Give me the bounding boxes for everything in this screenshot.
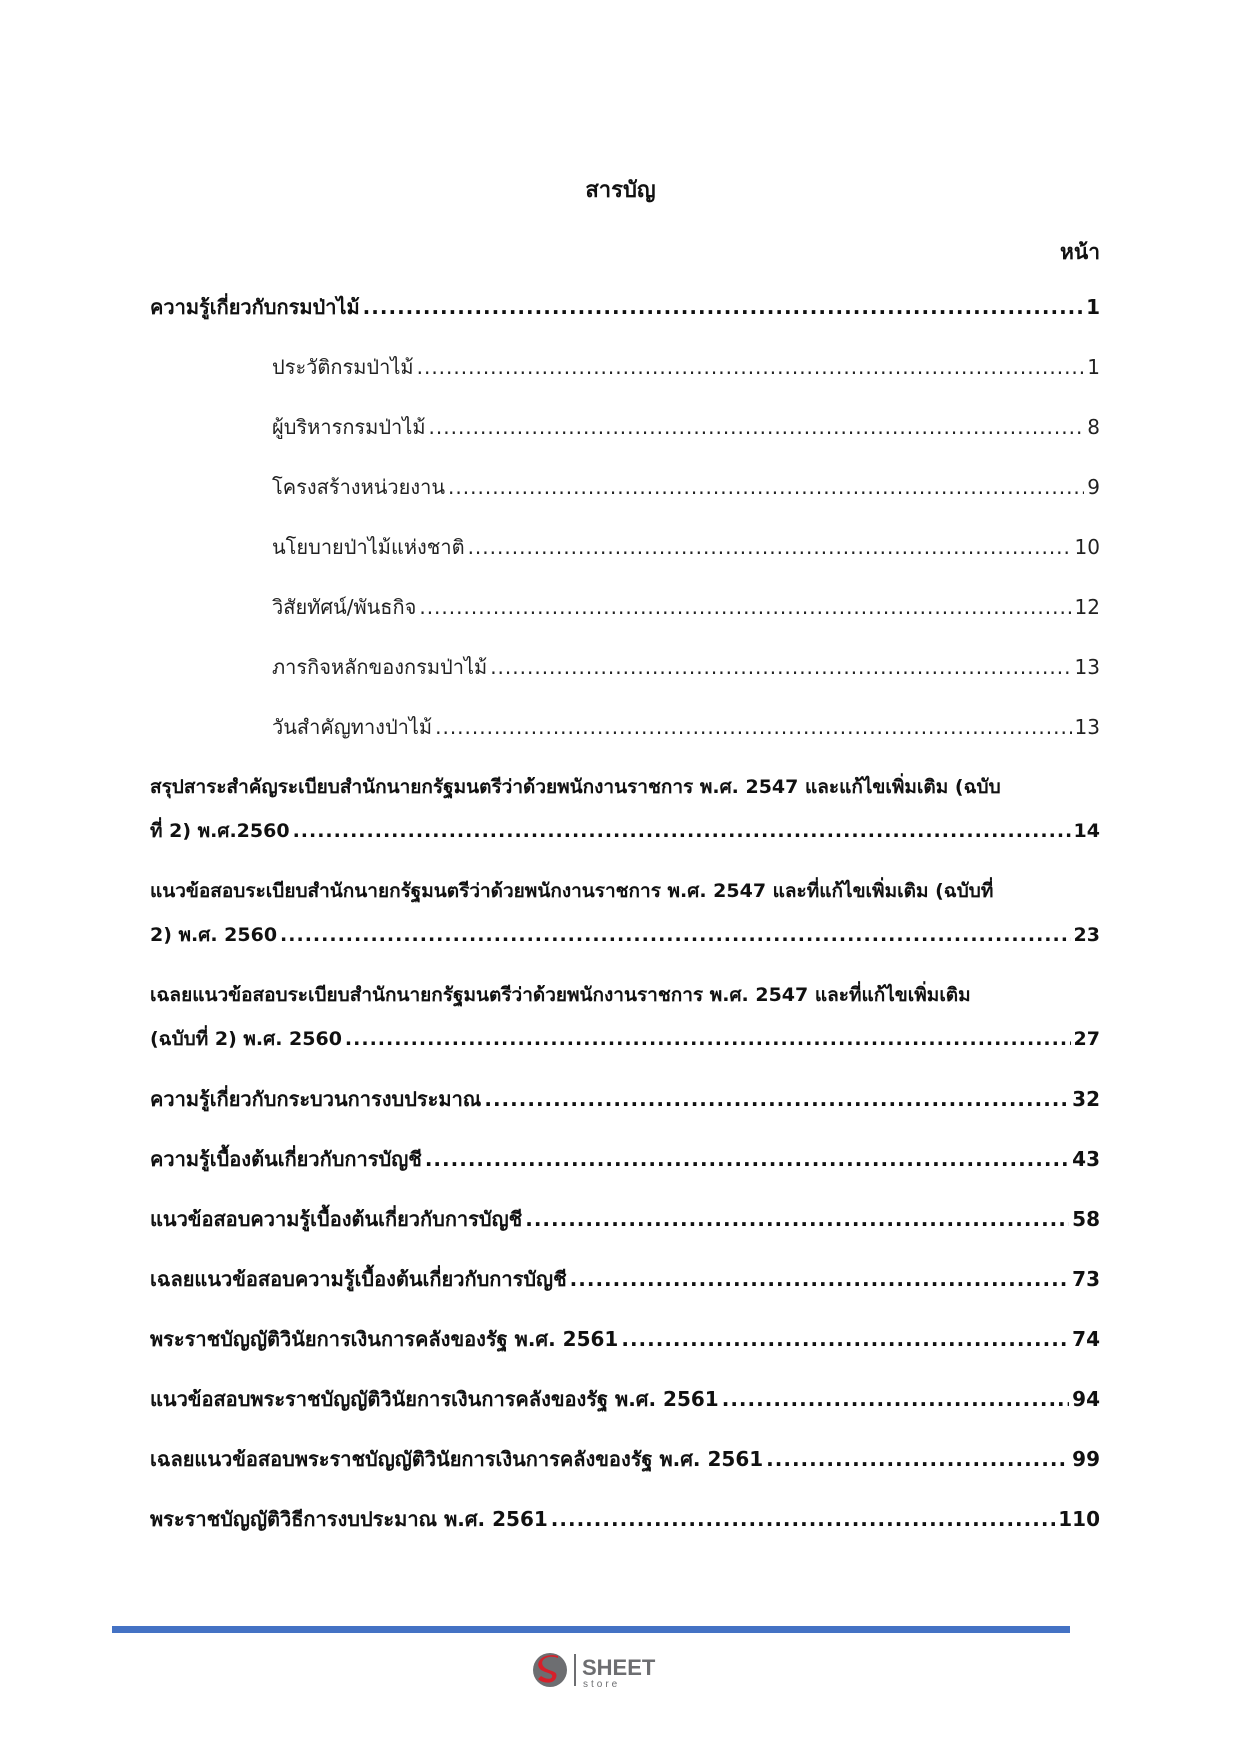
toc-entry-page: 99 [1072,1447,1100,1471]
leader-dots [345,1026,1071,1052]
toc-entry-text: โครงสร้างหน่วยงาน [272,475,446,499]
toc-entry[interactable] [150,1506,1100,1532]
leader-dots [722,1386,1069,1412]
toc-entry-page: 1 [1086,295,1100,319]
leader-dots [525,1206,1069,1232]
page-column-label: หน้า [1060,240,1100,264]
toc-entry-text: แนวข้อสอบความรู้เบื้องต้นเกี่ยวกับการบัญชี [150,1207,523,1231]
toc-entry[interactable] [150,878,1100,948]
leader-dots [435,714,1071,740]
toc-subentry[interactable] [150,354,1100,380]
toc-entry-text: วิสัยทัศน์/พันธกิจ [272,595,417,619]
toc-entry-text: แนวข้อสอบพระราชบัญญัติวินัยการเงินการคลังของรัฐ พ.ศ. 2561 [150,1387,719,1411]
leader-dots [621,1326,1069,1352]
logo-text: SHEET [582,1655,656,1680]
leader-dots [419,594,1071,620]
toc-subentry[interactable] [150,594,1100,620]
toc-entry-page: 27 [1073,1028,1100,1050]
toc-subentry[interactable] [150,654,1100,680]
toc-entry-text: พระราชบัญญัติวินัยการเงินการคลังของรัฐ พ.ศ. 2561 [150,1327,619,1351]
leader-dots [766,1446,1069,1472]
toc-entry-text: ความรู้เกี่ยวกับกรมป่าไม้ [150,295,360,319]
leader-dots [280,922,1071,948]
toc-entry-text: เฉลยแนวข้อสอบความรู้เบื้องต้นเกี่ยวกับการบัญชี [150,1267,567,1291]
toc-entry[interactable] [150,1266,1100,1292]
toc-entry[interactable] [150,1326,1100,1352]
toc-entry-page: 110 [1058,1507,1100,1531]
toc-entry-page: 10 [1074,535,1100,559]
toc-entry-page: 12 [1074,595,1100,619]
toc-subentry[interactable] [150,474,1100,500]
leader-dots [425,1146,1069,1172]
toc-entry-text: ประวัติกรมป่าไม้ [272,355,414,379]
toc-entry-text: วันสำคัญทางป่าไม้ [272,715,433,739]
toc-entry-text: ที่ 2) พ.ศ.2560 [150,820,290,842]
toc-entry[interactable] [150,294,1100,320]
toc-subentry[interactable] [150,414,1100,440]
toc-entry-page: 32 [1072,1087,1100,1111]
toc-entry-page: 8 [1087,415,1100,439]
toc-entry-text-line1: แนวข้อสอบระเบียบสำนักนายกรัฐมนตรีว่าด้วยพนักงานราชการ พ.ศ. 2547 และที่แก้ไขเพิ่มเติม (ฉบับที่ [150,880,994,902]
leader-dots [468,534,1072,560]
toc-entry-text: ภารกิจหลักของกรมป่าไม้ [272,655,488,679]
logo-subtext: store [583,1679,621,1690]
leader-dots [490,654,1071,680]
leader-dots [484,1086,1069,1112]
toc-entry[interactable] [150,1446,1100,1472]
toc-entry-page: 58 [1072,1207,1100,1231]
leader-dots [363,294,1083,320]
toc-entry[interactable] [150,1386,1100,1412]
toc-entry-text: ความรู้เบื้องต้นเกี่ยวกับการบัญชี [150,1147,422,1171]
toc-entry-text: 2) พ.ศ. 2560 [150,924,278,946]
leader-dots [448,474,1084,500]
sheet-store-logo [530,1648,680,1692]
toc-entry[interactable] [150,1146,1100,1172]
toc-entry-page: 94 [1072,1387,1100,1411]
toc-entry-page: 74 [1072,1327,1100,1351]
leader-dots [570,1266,1070,1292]
toc-entry-text: เฉลยแนวข้อสอบพระราชบัญญัติวินัยการเงินการคลังของรัฐ พ.ศ. 2561 [150,1447,764,1471]
toc-entry-page: 1 [1087,355,1100,379]
toc-entry-page: 43 [1072,1147,1100,1171]
toc-entry-text-line1: สรุปสาระสำคัญระเบียบสำนักนายกรัฐมนตรีว่าด้วยพนักงานราชการ พ.ศ. 2547 และแก้ไขเพิ่มเติม (ฉบับ [150,776,1001,798]
toc-subentry[interactable] [150,714,1100,740]
toc-subentry[interactable] [150,534,1100,560]
page-title: สารบัญ [585,178,656,203]
toc-entry-text: (ฉบับที่ 2) พ.ศ. 2560 [150,1028,342,1050]
toc-entry[interactable] [150,1086,1100,1112]
toc-entry-text-line1: เฉลยแนวข้อสอบระเบียบสำนักนายกรัฐมนตรีว่าด้วยพนักงานราชการ พ.ศ. 2547 และที่แก้ไขเพิ่มเติม [150,984,971,1006]
toc-entry-text: นโยบายป่าไม้แห่งชาติ [272,535,465,559]
footer-bar [112,1626,1070,1633]
toc-entry-text: ความรู้เกี่ยวกับกระบวนการงบประมาณ [150,1087,482,1111]
toc-entry-page: 13 [1074,655,1100,679]
leader-dots [551,1506,1055,1532]
toc-entry-page: 73 [1072,1267,1100,1291]
leader-dots [417,354,1085,380]
toc-entry[interactable] [150,982,1100,1052]
toc-entry-page: 23 [1073,924,1100,946]
toc-entry[interactable] [150,1206,1100,1232]
toc-entry-text: ผู้บริหารกรมป่าไม้ [272,415,426,439]
toc-entry[interactable] [150,774,1100,844]
toc-entry-page: 13 [1074,715,1100,739]
toc-entry-page: 14 [1073,820,1100,842]
toc-entry-text: พระราชบัญญัติวิธีการงบประมาณ พ.ศ. 2561 [150,1507,548,1531]
leader-dots [429,414,1085,440]
toc-entry-page: 9 [1087,475,1100,499]
leader-dots [293,818,1071,844]
